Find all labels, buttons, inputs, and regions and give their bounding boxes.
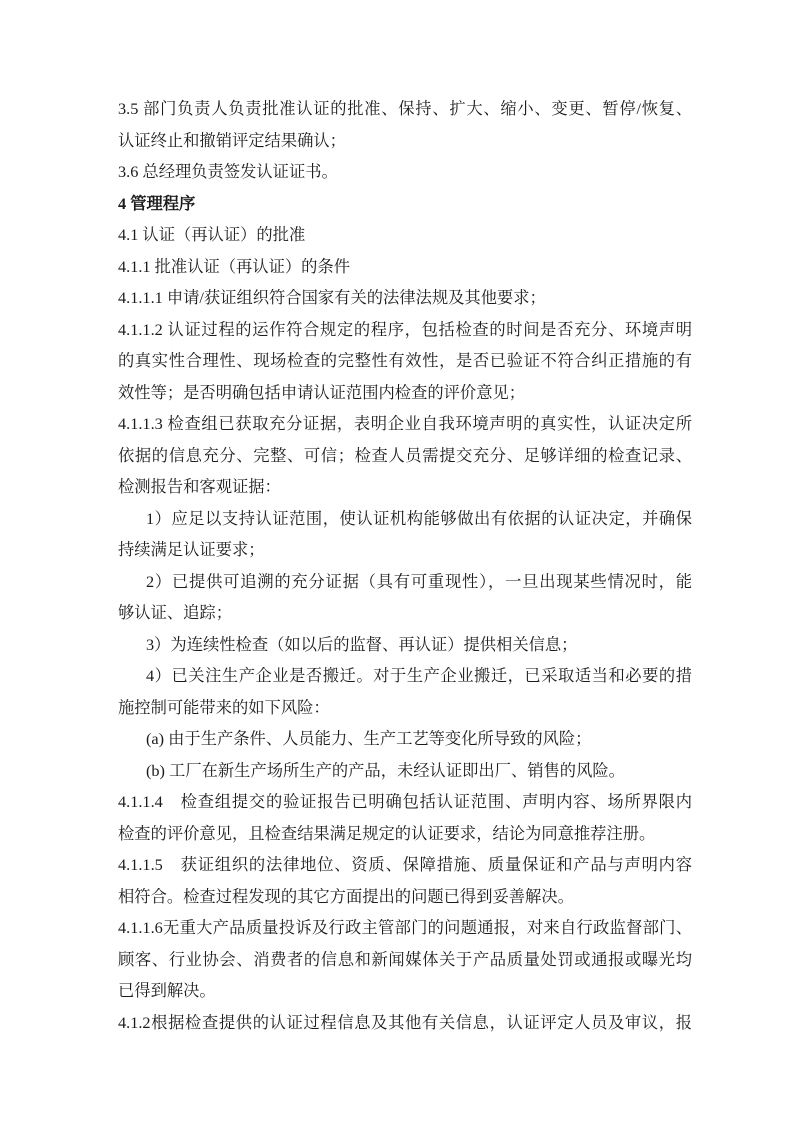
document-text-block — [118, 93, 692, 1038]
text-line: 2）已提供可追溯的充分证据（具有可重现性），一旦出现某些情况时，能 — [146, 571, 692, 591]
text-line: 效性等；是否明确包括申请认证范围内检查的评价意见； — [118, 382, 526, 402]
text-line: 认证终止和撤销评定结果确认； — [118, 130, 346, 150]
text-line: 3.5 部门负责人负责批准认证的批准、保持、扩大、缩小、变更、暂停/恢复、 — [118, 99, 692, 118]
text-line: 4.1.1.4 检查组提交的验证报告已明确包括认证范围、声明内容、场所界限内 — [118, 792, 692, 811]
text-line: 检测报告和客观证据： — [118, 477, 281, 496]
text-line: 4.1.1.5 获证组织的法律地位、资质、保障措施、质量保证和产品与声明内容 — [118, 855, 692, 874]
text-line: 施控制可能带来的如下风险： — [118, 697, 330, 717]
text-line: (b) 工厂在新生产场所生产的产品，未经认证即出厂、销售的风险。 — [146, 760, 625, 780]
text-line: 持续满足认证要求； — [118, 540, 265, 559]
text-line: 的真实性合理性、现场检查的完整性有效性，是否已验证不符合纠正措施的有 — [118, 351, 692, 370]
text-line: 4.1.1.2 认证过程的运作符合规定的程序，包括检查的时间是否充分、环境声明 — [118, 319, 692, 339]
text-line: 4.1.2根据检查提供的认证过程信息及其他有关信息，认证评定人员及审议，报 — [118, 1012, 692, 1032]
text-line: 4.1.1.1 申请/获证组织符合国家有关的法律法规及其他要求； — [118, 288, 546, 307]
text-line: 相符合。检查过程发现的其它方面提出的问题已得到妥善解决。 — [118, 886, 574, 906]
text-line: 检查的评价意见，且检查结果满足规定的认证要求，结论为同意推荐注册。 — [118, 823, 656, 843]
text-line: 4）已关注生产企业是否搬迁。对于生产企业搬迁，已采取适当和必要的措 — [146, 666, 692, 685]
text-line: 3.6 总经理负责签发认证证书。 — [118, 162, 338, 181]
text-line: 依据的信息充分、完整、可信；检查人员需提交充分、足够详细的检查记录、 — [118, 445, 692, 465]
heading-line: 4 管理程序 — [118, 193, 196, 213]
text-line: 已得到解决。 — [118, 981, 216, 1000]
text-line: 1）应足以支持认证范围，使认证机构能够做出有依据的认证决定，并确保 — [146, 508, 692, 528]
text-line: 够认证、追踪； — [118, 603, 232, 622]
text-line: 4.1.1.6无重大产品质量投诉及行政主管部门的问题通报，对来自行政监督部门、 — [118, 918, 692, 937]
text-line: 4.1 认证（再认证）的批准 — [118, 225, 306, 244]
text-line: (a) 由于生产条件、人员能力、生产工艺等变化所导致的风险； — [146, 729, 592, 748]
text-line: 4.1.1.3 检查组已获取充分证据，表明企业自我环境声明的真实性，认证决定所 — [118, 414, 692, 433]
text-line: 3）为连续性检查（如以后的监督、再认证）提供相关信息； — [146, 634, 578, 654]
text-line: 顾客、行业协会、消费者的信息和新闻媒体关于产品质量处罚或通报或曝光均 — [118, 949, 692, 969]
text-line: 4.1.1 批准认证（再认证）的条件 — [118, 256, 351, 276]
